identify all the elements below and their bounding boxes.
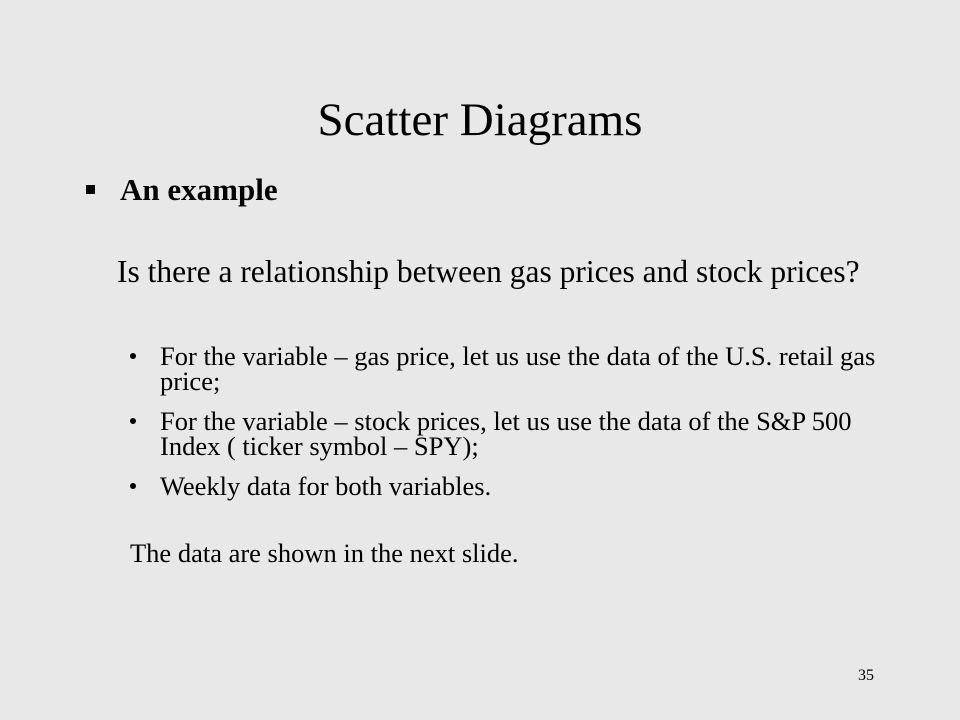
bullet-item <box>160 471 895 501</box>
bullet-text: For the variable – gas price, let us use the data of the U.S. retail gas price; <box>160 341 876 396</box>
question-text: Is there a relationship between gas prices and stock prices? <box>117 254 860 289</box>
page-number: 35 <box>858 667 874 684</box>
bullet-list <box>160 341 895 501</box>
square-bullet-icon <box>86 185 95 194</box>
bullet-text: For the variable – stock prices, let us use the data of the S&P 500 Index ( ticker symbol – SPY); <box>160 406 852 461</box>
section-heading: An example <box>120 172 278 207</box>
slide-title: Scatter Diagrams <box>317 94 643 146</box>
dot-bullet-icon <box>130 483 136 489</box>
bullet-item <box>160 406 895 461</box>
bullet-text: Weekly data for both variables. <box>160 471 492 501</box>
closing-note: The data are shown in the next slide. <box>130 538 519 568</box>
dot-bullet-icon <box>130 353 136 359</box>
bullet-item <box>160 341 895 396</box>
dot-bullet-icon <box>130 418 136 424</box>
